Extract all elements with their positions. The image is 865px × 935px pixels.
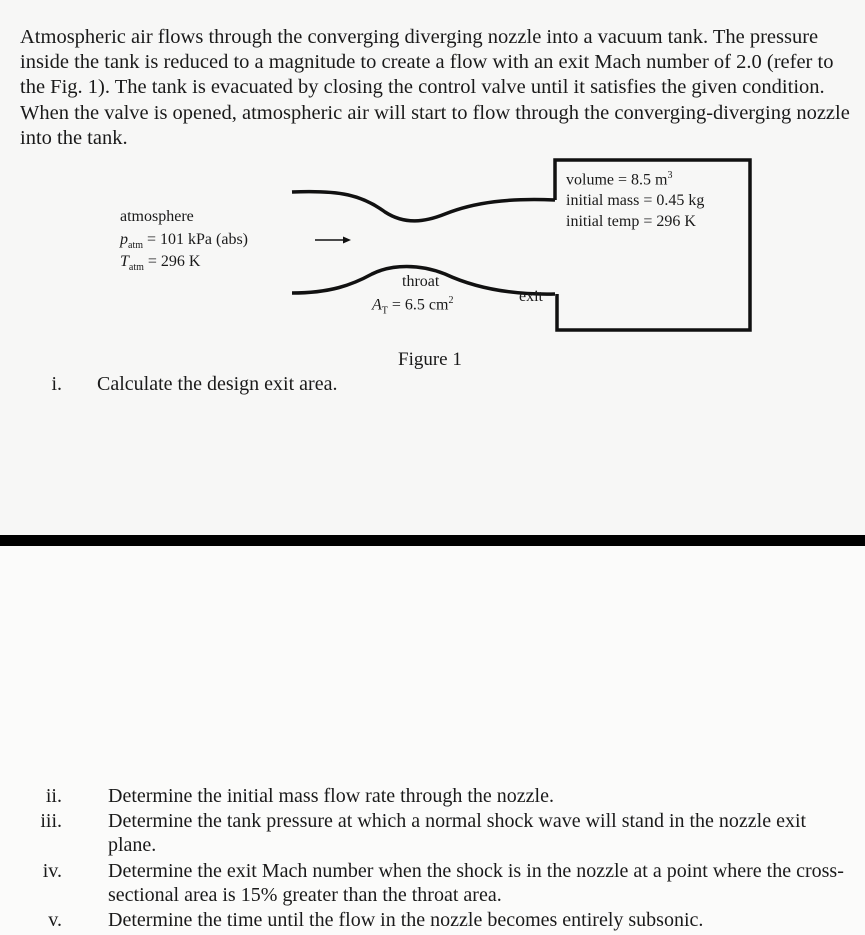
question-text: Determine the tank pressure at which a normal shock wave will stand in the nozzle exit plane. (108, 810, 807, 856)
question-number: ii. (45, 785, 62, 807)
tank-temp-label: initial temp = 296 K (566, 213, 696, 230)
atm-temperature-label: $T_{atm} = 296$ K (120, 253, 201, 274)
atmosphere-label: atmosphere (120, 208, 194, 225)
question-text: Determine the exit Mach number when the shock is in the nozzle at a point where the cross-sectional area is 15% greater than the throat area. (108, 860, 844, 906)
throat-label: throat (402, 273, 440, 290)
flow-arrow-head (343, 237, 351, 244)
question-text: Determine the initial mass flow rate through the nozzle. (108, 785, 554, 807)
tank-mass-label: initial mass = 0.45 kg (566, 192, 705, 209)
question-text: Determine the time until the flow in the nozzle becomes entirely subsonic. (108, 909, 704, 931)
figure-caption: Figure 1 (398, 349, 462, 370)
atm-pressure-label: $p_{atm} = 101$ kPa (abs) (120, 231, 249, 252)
exit-label: exit (519, 288, 543, 305)
tank-volume-label: volume = 8.5 $m^3$ (566, 170, 673, 189)
problem-statement: Atmospheric air flows through the converging diverging nozzle into a vacuum tank. The pressure inside the tank is reduced to a magnitude to create a flow with an exit Mach number of 2.0 (refer to the Fig. 1). The tank is evacuated by closing the control valve until it satisfies the given condition. When the valve is opened, atmospheric air will start to flow through the converging-diverging nozzle into the tank. (20, 26, 850, 149)
question-number: v. (48, 909, 62, 931)
page-divider (0, 535, 865, 546)
question-number: iv. (42, 860, 62, 882)
question-number: i. (51, 373, 62, 395)
question-number: iii. (40, 810, 62, 832)
question-text: Calculate the design exit area. (97, 373, 338, 395)
throat-area-label: $A_T = 6.5$ $cm^2$ (372, 295, 454, 317)
nozzle-upper-wall (292, 192, 555, 221)
